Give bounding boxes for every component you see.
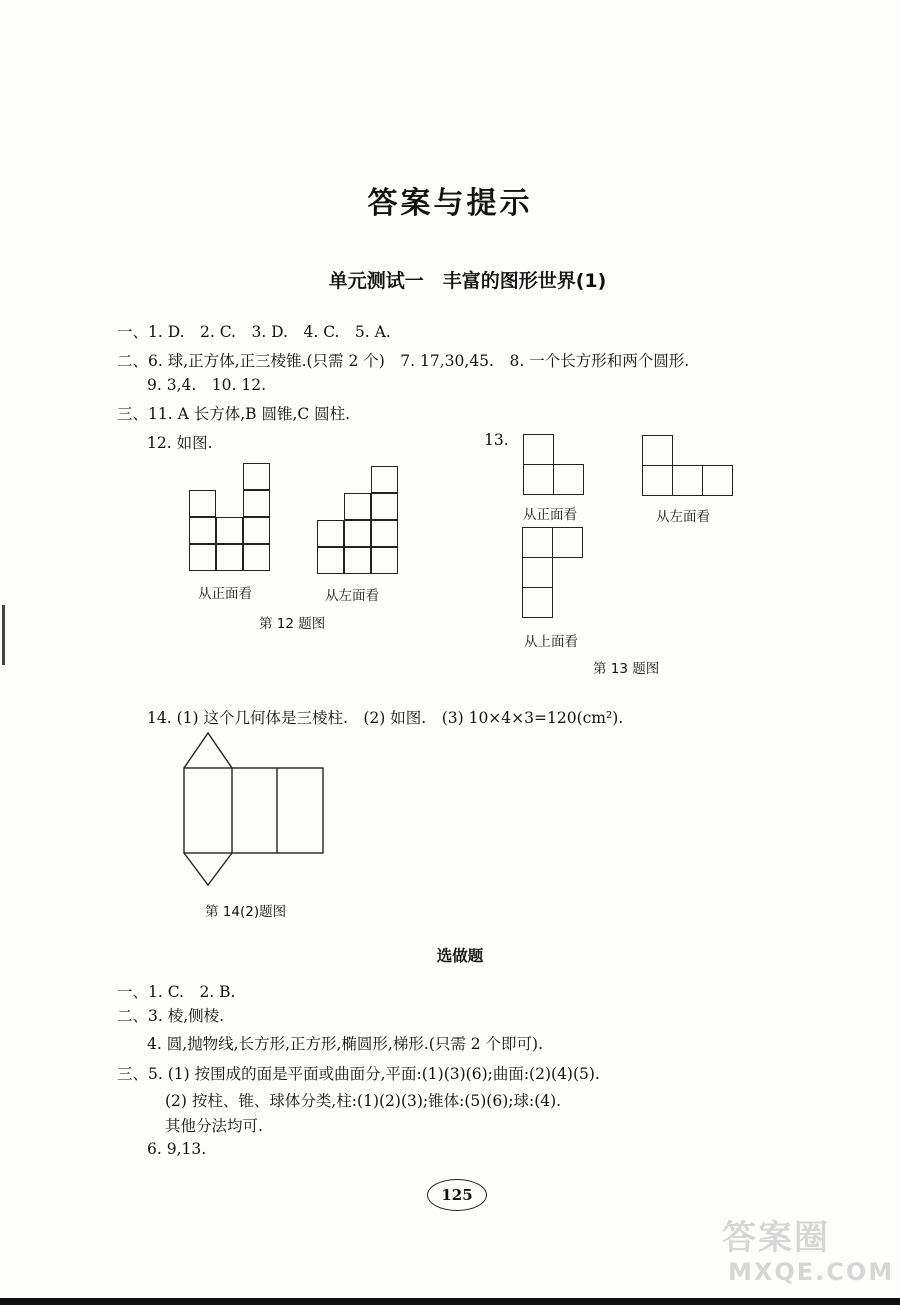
page-number: 125 (427, 1179, 487, 1211)
fig14-prism-net (175, 728, 335, 892)
answer-line-4: 三、11. A 长方体,B 圆锥,C 圆柱. (117, 405, 351, 423)
net-rectangle (184, 768, 323, 853)
fig12-front-label: 从正面看 (198, 586, 252, 602)
optional-line-6: 其他分法均可. (165, 1117, 263, 1135)
net-top-triangle (184, 733, 232, 768)
optional-line-1: 一、1. C. 2. B. (117, 983, 236, 1001)
answer-line-3: 9. 3,4. 10. 12. (147, 376, 267, 394)
answer-line-1: 一、1. D. 2. C. 3. D. 4. C. 5. A. (117, 323, 391, 341)
fig13-top-label: 从上面看 (524, 634, 578, 650)
answer-line-2: 二、6. 球,正方体,正三棱锥.(只需 2 个) 7. 17,30,45. 8. 一个长方形和两个圆形. (117, 352, 690, 370)
optional-line-2: 二、3. 棱,侧棱. (117, 1007, 225, 1025)
fig13-caption: 第 13 题图 (593, 661, 660, 677)
fig13-left-label: 从左面看 (656, 509, 710, 525)
net-bottom-triangle (184, 853, 232, 885)
question-14-answer: 14. (1) 这个几何体是三棱柱. (2) 如图. (3) 10×4×3=120(cm²). (147, 709, 624, 727)
fig12-caption: 第 12 题图 (259, 616, 326, 632)
question-13-label: 13. (484, 431, 509, 449)
optional-line-4: 三、5. (1) 按围成的面是平面或曲面分,平面:(1)(3)(6);曲面:(2)(4)(5). (117, 1065, 600, 1083)
question-12-label: 12. 如图. (147, 434, 213, 452)
watermark-url: MXQE.COM (728, 1258, 895, 1286)
optional-section-title: 选做题 (436, 947, 484, 965)
page-title: 答案与提示 (367, 186, 533, 221)
watermark-logo: 答案圈 (722, 1218, 830, 1258)
optional-line-3: 4. 圆,抛物线,长方形,正方形,椭圆形,梯形.(只需 2 个即可). (147, 1035, 544, 1053)
optional-line-7: 6. 9,13. (147, 1140, 207, 1158)
scan-edge-mark (2, 605, 5, 665)
fig13-front-label: 从正面看 (523, 507, 577, 523)
fig14-caption: 第 14(2)题图 (205, 904, 287, 920)
fig12-left-label: 从左面看 (325, 588, 379, 604)
optional-line-5: (2) 按柱、锥、球体分类,柱:(1)(2)(3);锥体:(5)(6);球:(4). (165, 1092, 562, 1110)
section-title: 单元测试一 丰富的图形世界(1) (328, 270, 607, 292)
scan-bottom-border (0, 1298, 900, 1305)
